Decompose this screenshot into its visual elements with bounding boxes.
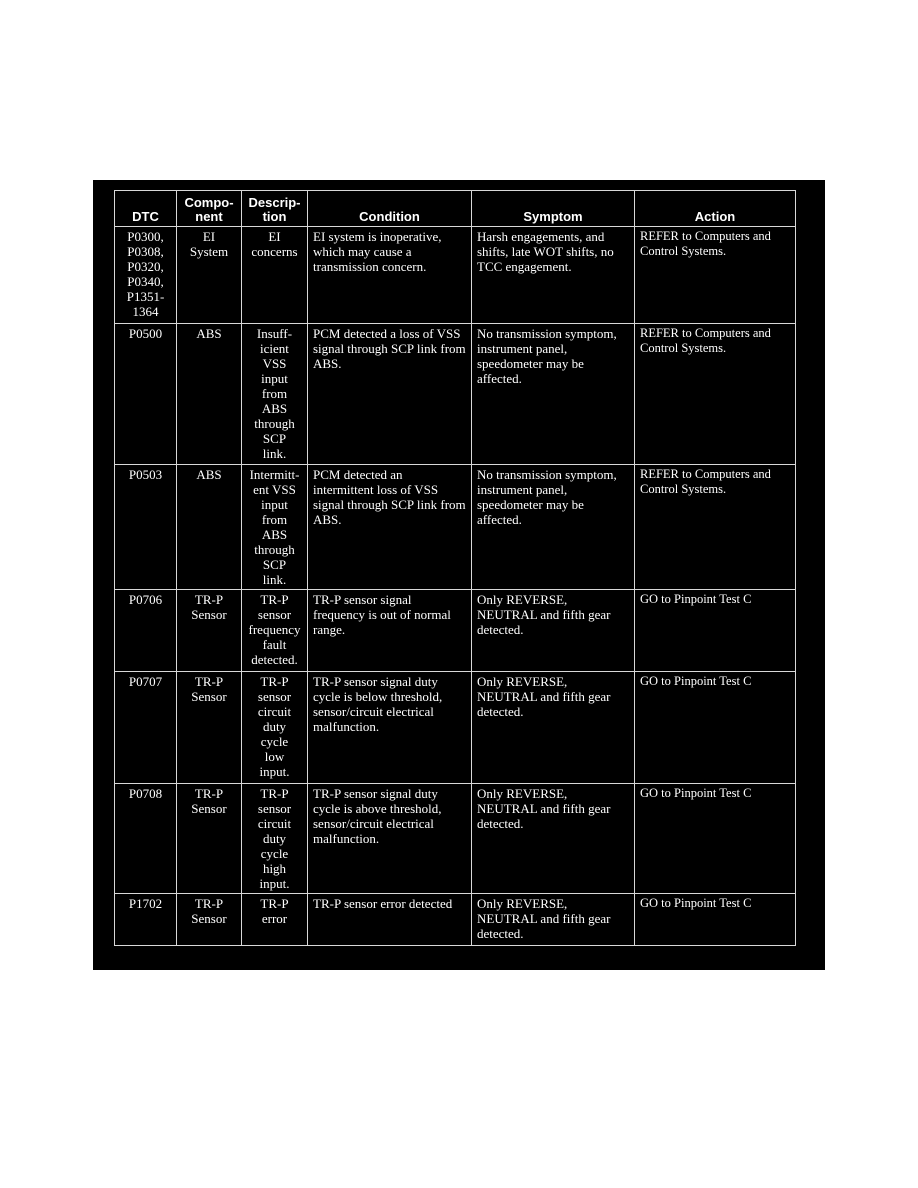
text-line: Insuff-	[256, 326, 293, 341]
text-line: link.	[262, 572, 287, 587]
text-line: TR-P	[260, 674, 289, 689]
text-line: detected.	[251, 652, 298, 667]
text-line: concerns	[251, 244, 298, 259]
cell-condition: PCM detected a loss of VSS signal through SCP link from ABS.	[308, 324, 472, 465]
text-line: Symptom	[523, 209, 583, 224]
cell-action: GO to Pinpoint Test C	[635, 784, 796, 894]
cell-description	[242, 227, 308, 324]
text-line: icient	[260, 341, 289, 356]
cell-condition: EI system is inoperative, which may cause a transmission concern.	[308, 227, 472, 324]
cell-description	[242, 894, 308, 946]
text-line: ent VSS	[253, 482, 296, 497]
text-line: TR-P	[260, 896, 289, 911]
text-line: P0707	[128, 674, 163, 689]
text-line: link.	[262, 446, 287, 461]
cell-description	[242, 465, 308, 590]
cell-component	[177, 590, 242, 672]
text-line: input.	[259, 764, 290, 779]
cell-dtc	[115, 227, 177, 324]
table-header-row	[115, 191, 796, 227]
cell-dtc	[115, 324, 177, 465]
text-line: P0308,	[127, 244, 164, 259]
text-line: P1351-	[126, 289, 165, 304]
cell-symptom: Harsh engagements, and shifts, late WOT shifts, no TCC engagement.	[472, 227, 635, 324]
text-line: circuit	[257, 816, 292, 831]
text-line: through	[254, 416, 295, 431]
text-line: ABS	[261, 527, 288, 542]
dtc-table	[114, 190, 796, 946]
text-line: Action	[694, 209, 736, 224]
cell-dtc	[115, 465, 177, 590]
text-line: Compo-	[184, 195, 234, 210]
text-line: VSS	[262, 356, 287, 371]
cell-condition: TR-P sensor signal duty cycle is below threshold, sensor/circuit electrical malfunction.	[308, 672, 472, 784]
cell-condition: TR-P sensor error detected	[308, 894, 472, 946]
text-line: frequency	[248, 622, 301, 637]
text-line: P0706	[128, 592, 163, 607]
text-line: P0500	[128, 326, 163, 341]
header-component	[177, 191, 242, 227]
table-row	[115, 894, 796, 946]
cell-component	[177, 894, 242, 946]
cell-component	[177, 465, 242, 590]
text-line: high	[262, 861, 287, 876]
cell-action: REFER to Computers and Control Systems.	[635, 465, 796, 590]
text-line: Sensor	[191, 607, 227, 622]
header-condition	[308, 191, 472, 227]
cell-condition: TR-P sensor signal duty cycle is above threshold, sensor/circuit electrical malfunction.	[308, 784, 472, 894]
text-line: ABS	[196, 467, 222, 482]
table-row	[115, 324, 796, 465]
cell-description	[242, 324, 308, 465]
text-line: sensor	[257, 689, 292, 704]
cell-symptom: Only REVERSE, NEUTRAL and fifth gear detected.	[472, 672, 635, 784]
text-line: TR-P	[260, 592, 289, 607]
cell-symptom: Only REVERSE, NEUTRAL and fifth gear detected.	[472, 784, 635, 894]
text-line: TR-P	[194, 786, 224, 801]
cell-action: GO to Pinpoint Test C	[635, 590, 796, 672]
text-line: P0708	[128, 786, 163, 801]
text-line: P0340,	[127, 274, 164, 289]
text-line: through	[254, 542, 295, 557]
header-symptom	[472, 191, 635, 227]
cell-condition: TR-P sensor signal frequency is out of normal range.	[308, 590, 472, 672]
text-line: TR-P	[194, 592, 224, 607]
text-line: Sensor	[191, 689, 227, 704]
text-line: Sensor	[191, 801, 227, 816]
text-line: duty	[262, 831, 287, 846]
cell-component	[177, 324, 242, 465]
text-line: 1364	[132, 304, 159, 319]
text-line: Condition	[359, 209, 420, 224]
text-line: ABS	[261, 401, 288, 416]
text-line: nent	[195, 209, 223, 224]
cell-description	[242, 784, 308, 894]
text-line: ABS	[196, 326, 222, 341]
text-line: input	[261, 371, 288, 386]
text-line: tion	[262, 209, 287, 224]
text-line: P1702	[128, 896, 163, 911]
table-row	[115, 227, 796, 324]
text-line: duty	[262, 719, 287, 734]
text-line: fault	[262, 637, 287, 652]
text-line: cycle	[260, 846, 289, 861]
text-line: Descrip-	[248, 195, 301, 210]
text-line: EI	[202, 229, 216, 244]
text-line: from	[261, 386, 288, 401]
text-line: Intermitt-	[249, 467, 300, 482]
text-line: Sensor	[191, 911, 227, 926]
cell-dtc	[115, 894, 177, 946]
text-line: TR-P	[260, 786, 289, 801]
header-description	[242, 191, 308, 227]
text-line: EI	[268, 229, 281, 244]
text-line: cycle	[260, 734, 289, 749]
text-line: TR-P	[194, 896, 224, 911]
table-row	[115, 590, 796, 672]
header-action	[635, 191, 796, 227]
text-line: SCP	[262, 557, 287, 572]
cell-component	[177, 784, 242, 894]
table-row	[115, 784, 796, 894]
cell-action: REFER to Computers and Control Systems.	[635, 227, 796, 324]
table-row	[115, 465, 796, 590]
cell-dtc	[115, 784, 177, 894]
cell-component	[177, 227, 242, 324]
table-row	[115, 672, 796, 784]
cell-dtc	[115, 590, 177, 672]
cell-description	[242, 590, 308, 672]
cell-symptom: No transmission symptom, instrument panel, speedometer may be affected.	[472, 465, 635, 590]
text-line: P0503	[128, 467, 163, 482]
text-line: P0300,	[127, 229, 164, 244]
text-line: P0320,	[127, 259, 164, 274]
cell-component	[177, 672, 242, 784]
text-line: TR-P	[194, 674, 224, 689]
text-line: input.	[259, 876, 290, 891]
text-line: error	[261, 911, 288, 926]
text-line: from	[261, 512, 288, 527]
cell-symptom: Only REVERSE, NEUTRAL and fifth gear detected.	[472, 894, 635, 946]
cell-dtc	[115, 672, 177, 784]
document-panel	[93, 180, 825, 970]
cell-condition: PCM detected an intermittent loss of VSS signal through SCP link from ABS.	[308, 465, 472, 590]
text-line: sensor	[257, 801, 292, 816]
header-dtc	[115, 191, 177, 227]
cell-symptom: No transmission symptom, instrument panel, speedometer may be affected.	[472, 324, 635, 465]
text-line: circuit	[257, 704, 292, 719]
text-line: DTC	[132, 209, 159, 224]
cell-action: GO to Pinpoint Test C	[635, 894, 796, 946]
cell-description	[242, 672, 308, 784]
text-line: low	[264, 749, 285, 764]
text-line: input	[261, 497, 288, 512]
text-line: System	[189, 244, 229, 259]
cell-action: GO to Pinpoint Test C	[635, 672, 796, 784]
cell-symptom: Only REVERSE, NEUTRAL and fifth gear detected.	[472, 590, 635, 672]
cell-action: REFER to Computers and Control Systems.	[635, 324, 796, 465]
text-line: sensor	[257, 607, 292, 622]
text-line: SCP	[262, 431, 287, 446]
